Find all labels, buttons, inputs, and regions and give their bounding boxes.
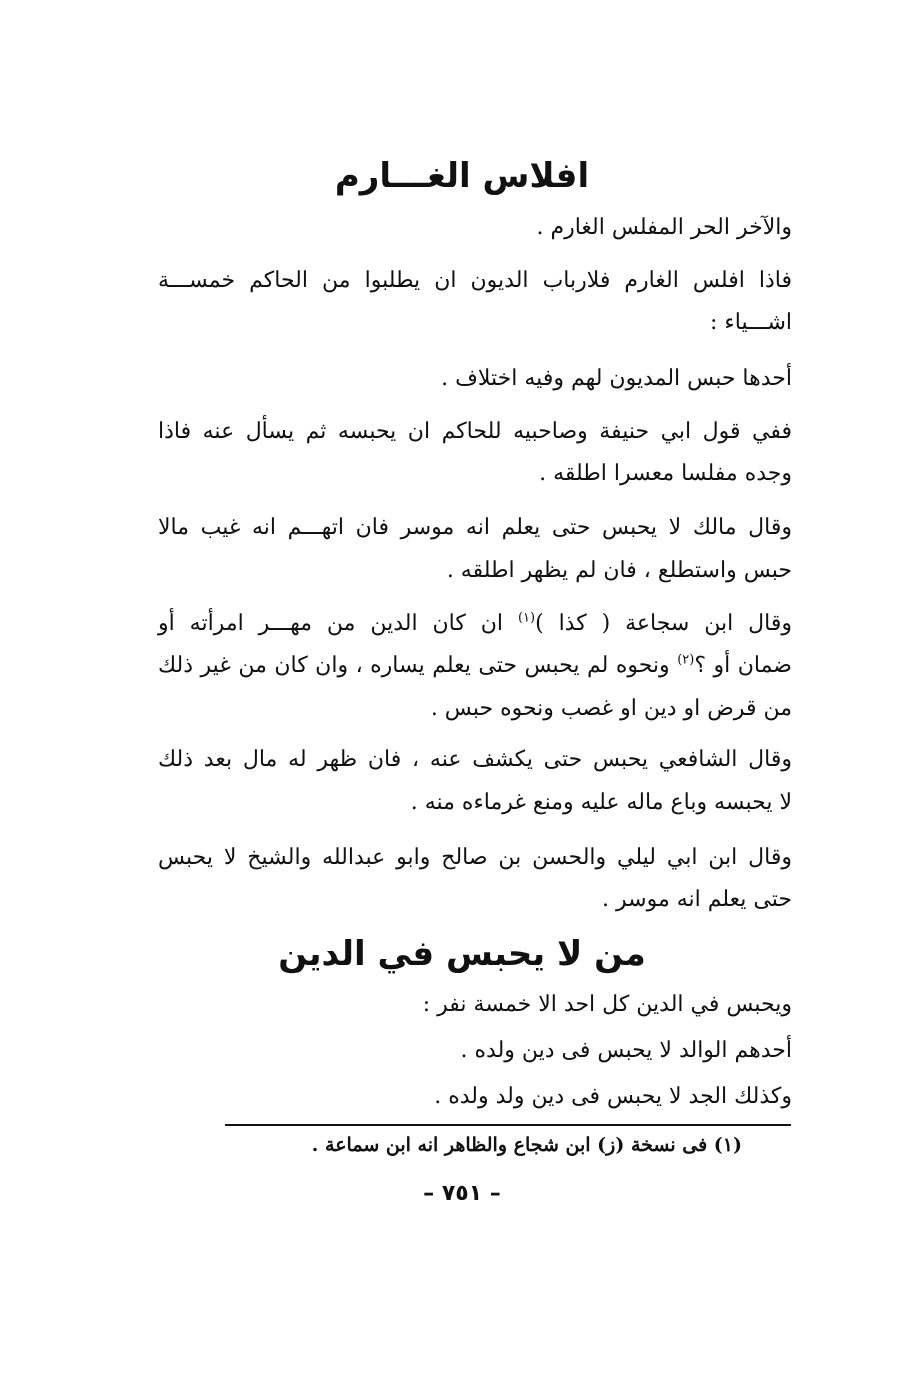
page-number: – ٧٥١ – (423, 1181, 501, 1206)
footnote: (١) فى نسخة (ز) ابن شجاع والظاهر انه ابن سماعة . (311, 1134, 742, 1156)
paragraph-line: حبس واستطلع ، فان لم يظهر اطلقه . (446, 558, 792, 583)
paragraph-line: ففي قول ابي حنيفة وصاحبيه للحاكم ان يحبسه ثم يسأل عنه فاذا (158, 419, 792, 444)
section-title-not-imprisoned: من لا يحبس في الدين (278, 934, 646, 974)
paragraph-line: وقال ابن ابي ليلي والحسن بن صالح وابو عبدالله والشيخ لا يحبس (158, 845, 792, 870)
paragraph-line: من قرض او دين او غصب ونحوه حبس . (430, 696, 792, 721)
paragraph-text: وقال ابن سجاعة ( كذا ) (535, 611, 792, 636)
paragraph-line: وقال الشافعي يحبس حتى يكشف عنه ، فان ظهر له مال بعد ذلك (158, 747, 792, 772)
footnote-ref: (٢) (677, 652, 695, 668)
paragraph-line: أحدها حبس المديون لهم وفيه اختلاف . (441, 366, 792, 391)
paragraph-line: وقال مالك لا يحبس حتى يعلم انه موسر فان اتهـــم انه غيب مالا (158, 515, 792, 540)
paragraph-text: ونحوه لم يحبس حتى يعلم يساره ، وان كان من غير ذلك (158, 653, 678, 678)
paragraph-text: ضمان أو ؟ (694, 653, 792, 678)
section-title-bankruptcy: افلاس الغـــارم (334, 156, 590, 196)
paragraph-line: اشـــياء : (710, 310, 792, 335)
list-item: ويحبس في الدين كل احد الا خمسة نفر : (422, 992, 792, 1017)
paragraph-line: لا يحبسه وباع ماله عليه ومنع غرماءه منه . (410, 790, 792, 815)
list-item: أحدهم الوالد لا يحبس فى دين ولده . (460, 1038, 792, 1063)
paragraph-line: والآخر الحر المفلس الغارم . (536, 215, 792, 240)
paragraph-line (158, 609, 792, 639)
paragraph-line: حتى يعلم انه موسر . (602, 887, 792, 912)
footnote-ref: (١) (517, 610, 536, 626)
paragraph-line: فاذا افلس الغارم فلارباب الديون ان يطلبوا من الحاكم خمســـة (158, 268, 792, 293)
paragraph-line: وجده مفلسا معسرا اطلقه . (539, 461, 792, 486)
paragraph-text: ان كان الدين من مهـــر امرأته أو (158, 611, 518, 636)
paragraph-line (158, 651, 792, 681)
list-item: وكذلك الجد لا يحبس فى دين ولد ولده . (434, 1084, 792, 1109)
footnote-divider (225, 1124, 791, 1126)
